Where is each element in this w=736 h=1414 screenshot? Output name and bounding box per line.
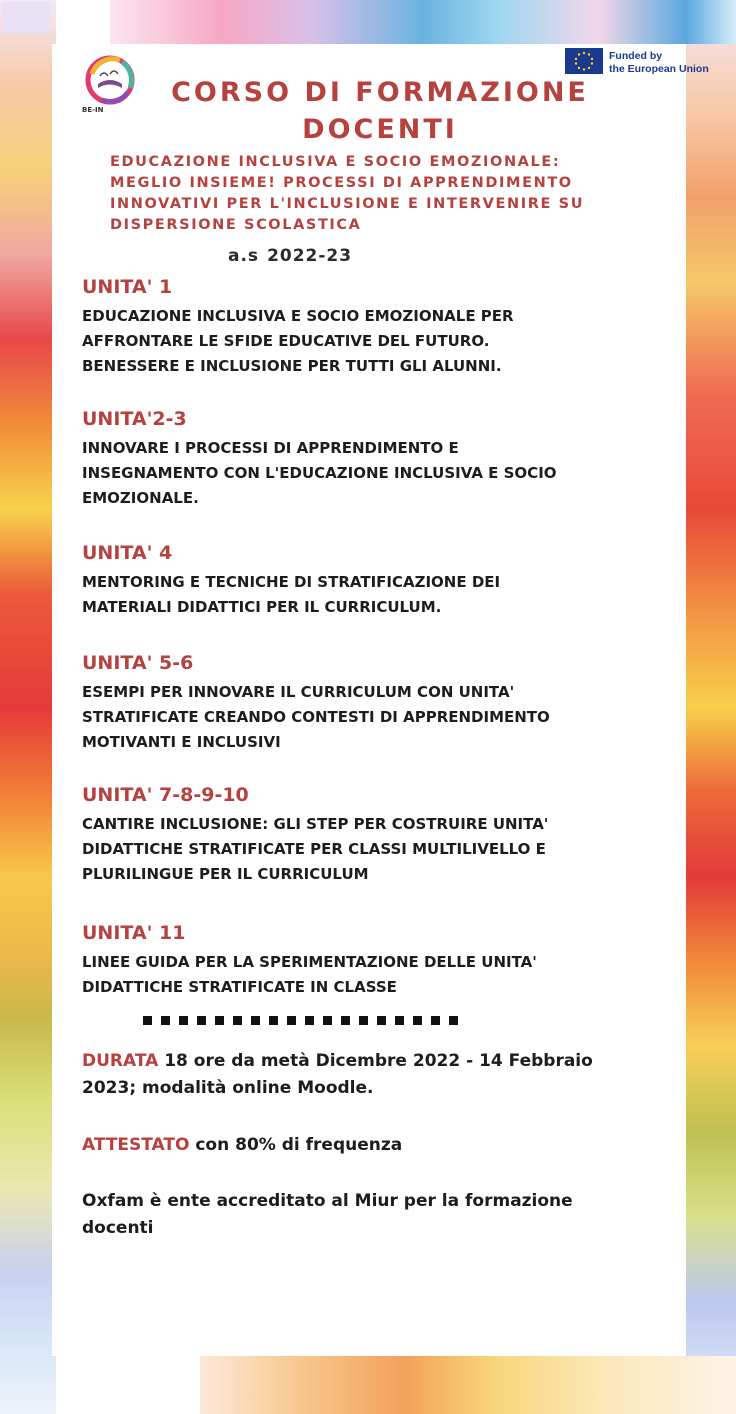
be-in-logo (82, 54, 138, 120)
unit-block (82, 920, 582, 1000)
duration-info (82, 1048, 602, 1102)
dotted-divider (143, 1016, 463, 1026)
certificate-label: ATTESTATO (82, 1135, 190, 1155)
certificate-info (82, 1132, 602, 1159)
corner-decoration (2, 2, 50, 34)
unit-block (82, 540, 582, 620)
duration-text: 18 ore da metà Dicembre 2022 - 14 Febbraio 2023; modalità online Moodle. (82, 1051, 593, 1098)
unit-title: UNITA' 11 (82, 922, 186, 944)
unit-description: LINEE GUIDA PER LA SPERIMENTAZIONE DELLE UNITA' DIDATTICHE STRATIFICATE IN CLASSE (82, 953, 537, 996)
unit-block (82, 406, 582, 511)
certificate-text: con 80% di frequenza (189, 1135, 403, 1155)
unit-block (82, 782, 582, 887)
unit-title: UNITA' 4 (82, 542, 173, 564)
year-value: 2022-23 (267, 246, 353, 266)
unit-block (82, 274, 582, 379)
watercolor-top-border (110, 0, 736, 44)
watercolor-right-border (684, 0, 736, 1414)
accreditation-info: Oxfam è ente accreditato al Miur per la formazione docenti (82, 1191, 573, 1238)
unit-description: ESEMPI PER INNOVARE IL CURRICULUM CON UNITA' STRATIFICATE CREANDO CONTESTI DI APPRENDIMENTO MOTIVANTI E INCLUSIVI (82, 683, 550, 751)
watercolor-bottom-border (200, 1356, 736, 1414)
unit-block (82, 650, 582, 755)
watercolor-left-border (0, 0, 56, 1414)
academic-year (228, 246, 352, 266)
eu-flag-icon (565, 48, 603, 74)
eu-line-2: the European Union (609, 63, 709, 75)
eu-line-1: Funded by (609, 50, 663, 62)
unit-description: INNOVARE I PROCESSI DI APPRENDIMENTO E INSEGNAMENTO CON L'EDUCAZIONE INCLUSIVA E SOCIO EMOZIONALE. (82, 439, 557, 507)
logo-label: BE-IN (82, 106, 104, 114)
year-label: a.s (228, 246, 260, 266)
eu-funding-label (609, 50, 719, 76)
page-title: CORSO DI FORMAZIONE DOCENTI (171, 77, 589, 145)
unit-title: UNITA' 5-6 (82, 652, 194, 674)
unit-description: EDUCAZIONE INCLUSIVA E SOCIO EMOZIONALE PER AFFRONTARE LE SFIDE EDUCATIVE DEL FUTURO. BENESSERE E INCLUSIONE PER TUTTI GLI ALUNNI. (82, 307, 514, 375)
unit-description: CANTIRE INCLUSIONE: GLI STEP PER COSTRUIRE UNITA' DIDATTICHE STRATIFICATE PER CLASSI MULTILIVELLO E PLURILINGUE PER IL CURRICULUM (82, 815, 549, 883)
duration-label: DURATA (82, 1051, 159, 1071)
unit-title: UNITA' 7-8-9-10 (82, 784, 249, 806)
unit-title: UNITA'2-3 (82, 408, 187, 430)
unit-description: MENTORING E TECNICHE DI STRATIFICAZIONE DEI MATERIALI DIDATTICI PER IL CURRICULUM. (82, 573, 501, 616)
page-subtitle: EDUCAZIONE INCLUSIVA E SOCIO EMOZIONALE: MEGLIO INSIEME! PROCESSI DI APPRENDIMENTO INNOVATIVI PER L'INCLUSIONE E INTERVENIRE SU DISPERSIONE SCOLASTICA (110, 154, 585, 233)
unit-title: UNITA' 1 (82, 276, 173, 298)
